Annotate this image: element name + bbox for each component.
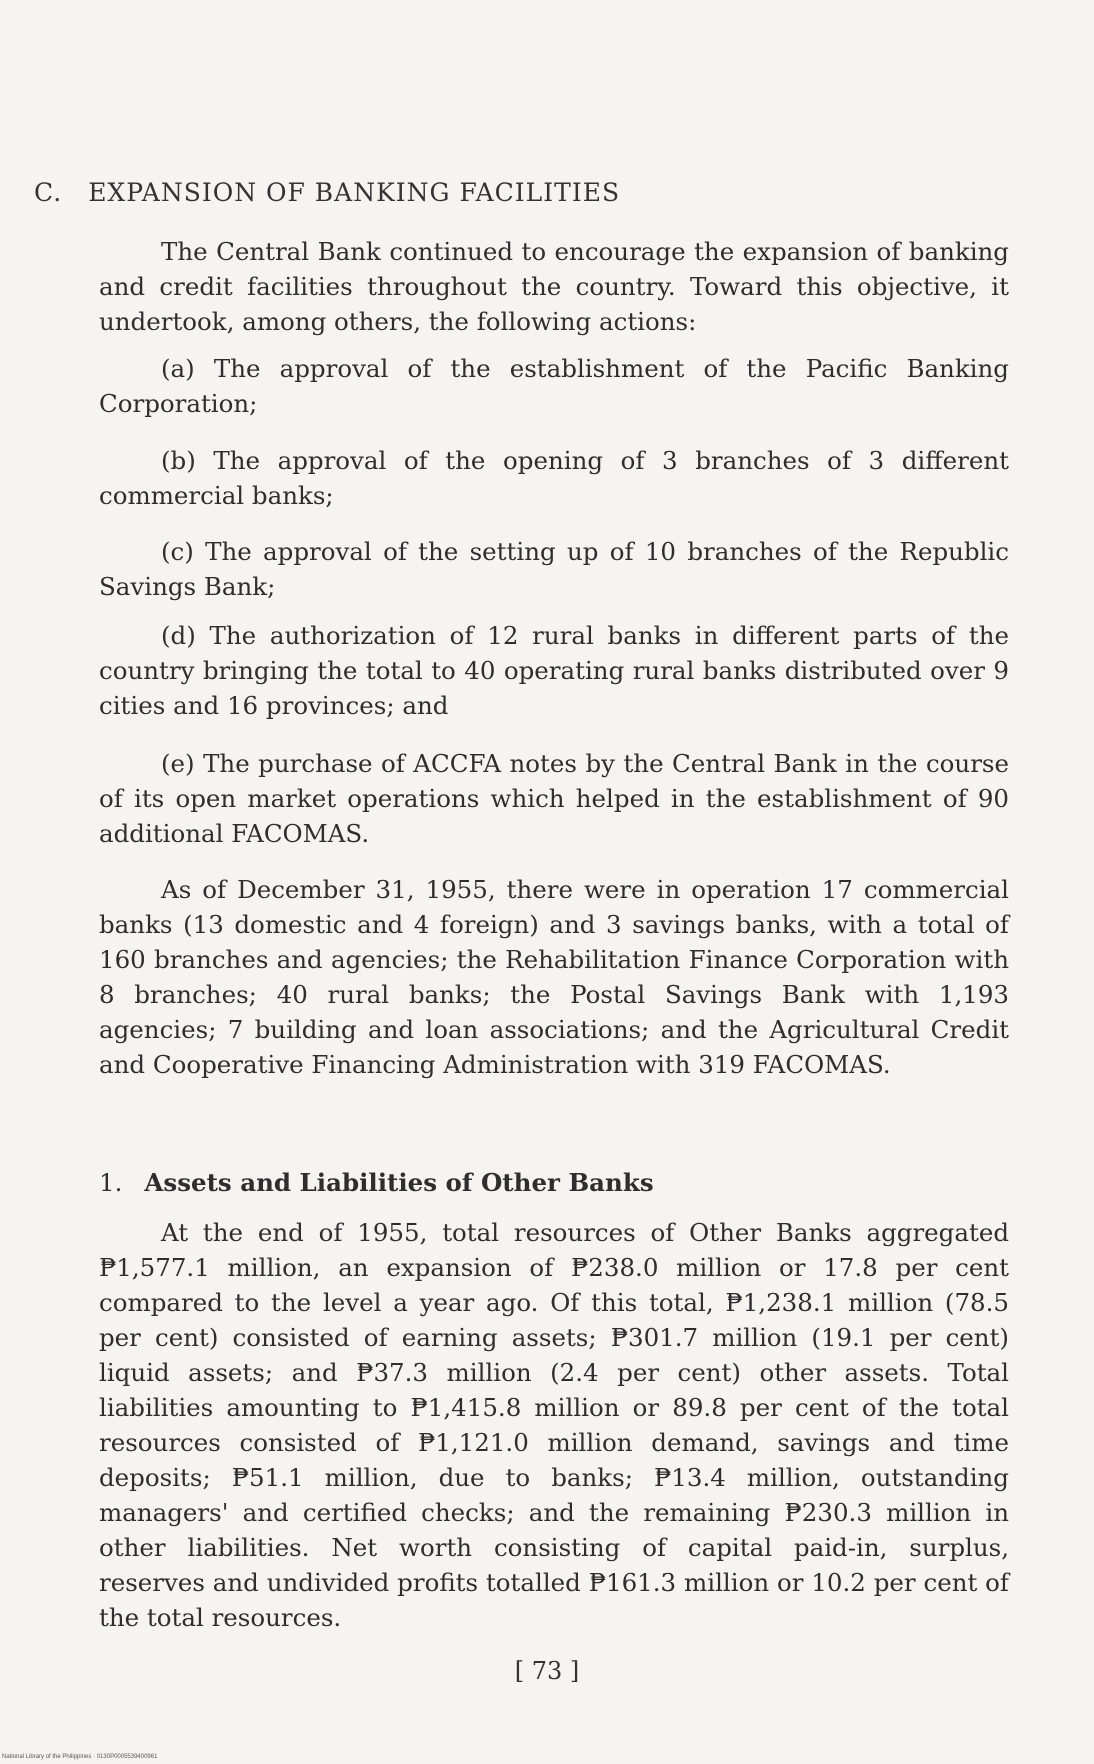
page-number: [ 73 ] bbox=[514, 1657, 580, 1685]
footer-note: National Library of the Philippines · 0130P0005539400961 bbox=[2, 1754, 158, 1760]
section-title: EXPANSION OF BANKING FACILITIES bbox=[88, 178, 621, 207]
section-letter: C. bbox=[34, 178, 63, 207]
paragraph-status: As of December 31, 1955, there were in operation 17 commercial banks (13 domestic and 4 foreign) and 3 savings banks, with a total of 160 branches and agencies; the Rehabilitation Finance Corporation with 8 branches; 40 rural banks; the Postal Savings Bank with 1,193 agencies; 7 building and loan associations; and the Agricultural Credit and Cooperative Financing Administration with 319 FACOMAS. bbox=[99, 875, 1009, 1079]
paragraph-item-b: (b) The approval of the opening of 3 branches of 3 different commercial banks; bbox=[99, 446, 1009, 510]
paragraph-item-e: (e) The purchase of ACCFA notes by the Central Bank in the course of its open market operations which helped in the establishment of 90 additional FACOMAS. bbox=[99, 749, 1009, 848]
subsection-title: Assets and Liabilities of Other Banks bbox=[144, 1168, 654, 1197]
subsection-number: 1. bbox=[99, 1168, 123, 1197]
paragraph-intro: The Central Bank continued to encourage the expansion of banking and credit facilities throughout the country. Toward this objective, it undertook, among others, the following actions: bbox=[99, 237, 1009, 336]
paragraph-item-c: (c) The approval of the setting up of 10 branches of the Republic Savings Bank; bbox=[99, 537, 1009, 601]
paragraph-item-d: (d) The authorization of 12 rural banks in different parts of the country bringing the total to 40 operating rural banks distributed over 9 cities and 16 provinces; and bbox=[99, 621, 1009, 720]
subsection-heading bbox=[99, 1168, 654, 1197]
paragraph-assets: At the end of 1955, total resources of Other Banks aggregated ₱1,577.1 million, an expansion of ₱238.0 million or 17.8 per cent compared to the level a year ago. Of this total, ₱1,238.1 million (78.5 per cent) consisted of earning assets; ₱301.7 million (19.1 per cent) liquid assets; and ₱37.3 million (2.4 per cent) other assets. Total liabilities amounting to ₱1,415.8 million or 89.8 per cent of the total resources consisted of ₱1,121.0 million demand, savings and time deposits; ₱51.1 million, due to banks; ₱13.4 million, outstanding managers' and certified checks; and the remaining ₱230.3 million in other liabilities. Net worth consisting of capital paid-in, surplus, reserves and undivided profits totalled ₱161.3 million or 10.2 per cent of the total resources. bbox=[99, 1218, 1009, 1632]
paragraph-item-a: (a) The approval of the establishment of the Pacific Banking Corporation; bbox=[99, 354, 1009, 418]
section-heading bbox=[34, 178, 620, 207]
